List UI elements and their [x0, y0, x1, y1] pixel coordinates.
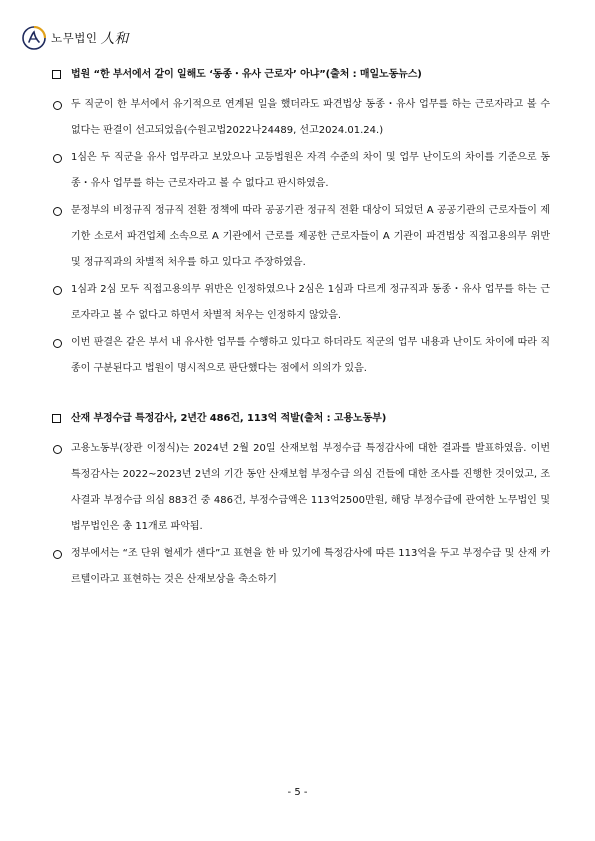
- list-item-text: 정부에서는 “조 단위 혈세가 샌다”고 표현을 한 바 있기에 특정감사에 따른 113억을 두고 부정수급 및 산재 카르텔이라고 표현하는 것은 산재보상을 축소하기: [71, 548, 550, 585]
- list-item-text: 고용노동부(장관 이정식)는 2024년 2월 20일 산재보험 부정수급 특정감사에 대한 결과를 발표하였음. 이번 특정감사는 2022~2023년 2년의 기간 동안 산재보험 부정수급 의심 건들에 대한 조사를 진행한 것이었고, 조사결과 부정수급 의심 883건 중 486건, 부정수급액은 113억2500만원, 해당 부정수급에 관여한 노무법인 및 법무법인은 총 11개로 파악됨.: [71, 443, 550, 532]
- list-item-text: 이번 판결은 같은 부서 내 유사한 업무를 수행하고 있다고 하더라도 직군의 업무 내용과 난이도 차이에 따라 직종이 구분된다고 법원이 명시적으로 판단했다는 점에서 의의가 있음.: [71, 337, 550, 374]
- list-item: [52, 145, 550, 197]
- circle-bullet-icon: [53, 445, 62, 454]
- list-item-text: 1심과 2심 모두 직접고용의무 위반은 인정하였으나 2심은 1심과 다르게 정규직과 동종・유사 업무를 하는 근로자라고 볼 수 없다고 하면서 차별적 처우는 인정하지 않았음.: [71, 284, 550, 321]
- circle-bullet-icon: [53, 101, 62, 110]
- list-item-text: 문정부의 비정규직 정규직 전환 정책에 따라 공공기관 정규직 전환 대상이 되었던 A 공공기관의 근로자들이 제기한 소로서 파견업체 소속으로 A 기관에서 근로를 제공한 근로자들이 A 기관이 파견법상 직접고용의무 위반 및 정규직과의 차별적 처우를 하고 있다고 주장하였음.: [71, 205, 550, 268]
- circle-bullet-icon: [53, 339, 62, 348]
- circle-bullet-icon: [53, 286, 62, 295]
- circle-bullet-icon: [53, 550, 62, 559]
- brand-hanja: 人和: [100, 31, 129, 47]
- section-title: [52, 66, 550, 84]
- brand-name: 노무법인: [51, 31, 98, 45]
- section-title-text: 산재 부정수급 특정감사, 2년간 486건, 113억 적발(출처 : 고용노동부): [71, 413, 387, 424]
- list-item: [52, 277, 550, 329]
- checkbox-bullet-icon: [52, 70, 61, 79]
- circle-bullet-icon: [53, 207, 62, 216]
- list-item: [52, 92, 550, 144]
- list-item: [52, 198, 550, 276]
- section-title: [52, 410, 550, 428]
- list-item: [52, 330, 550, 382]
- page-number: - 5 -: [287, 787, 308, 798]
- document-body: [52, 66, 550, 594]
- list-item: [52, 541, 550, 593]
- news-section: [52, 66, 550, 382]
- checkbox-bullet-icon: [52, 414, 61, 423]
- list-item-text: 두 직군이 한 부서에서 유기적으로 연계된 일을 했더라도 파견법상 동종・유사 업무를 하는 근로자라고 볼 수 없다는 판결이 선고되었음(수원고법2022나24489, 선고2024.01.24.): [71, 99, 550, 136]
- list-item: [52, 436, 550, 540]
- list-item-text: 1심은 두 직군을 유사 업무라고 보았으나 고등법원은 자격 수준의 차이 및 업무 난이도의 차이를 기준으로 동종・유사 업무를 하는 근로자라고 볼 수 없다고 판시하였음.: [71, 152, 550, 189]
- news-section: [52, 410, 550, 593]
- company-logo-icon: [22, 26, 46, 50]
- circle-bullet-icon: [53, 154, 62, 163]
- page-header: [22, 26, 128, 50]
- section-title-text: 법원 “한 부서에서 같이 일해도 ‘동종・유사 근로자’ 아냐”(출처 : 매일노동뉴스): [71, 69, 422, 80]
